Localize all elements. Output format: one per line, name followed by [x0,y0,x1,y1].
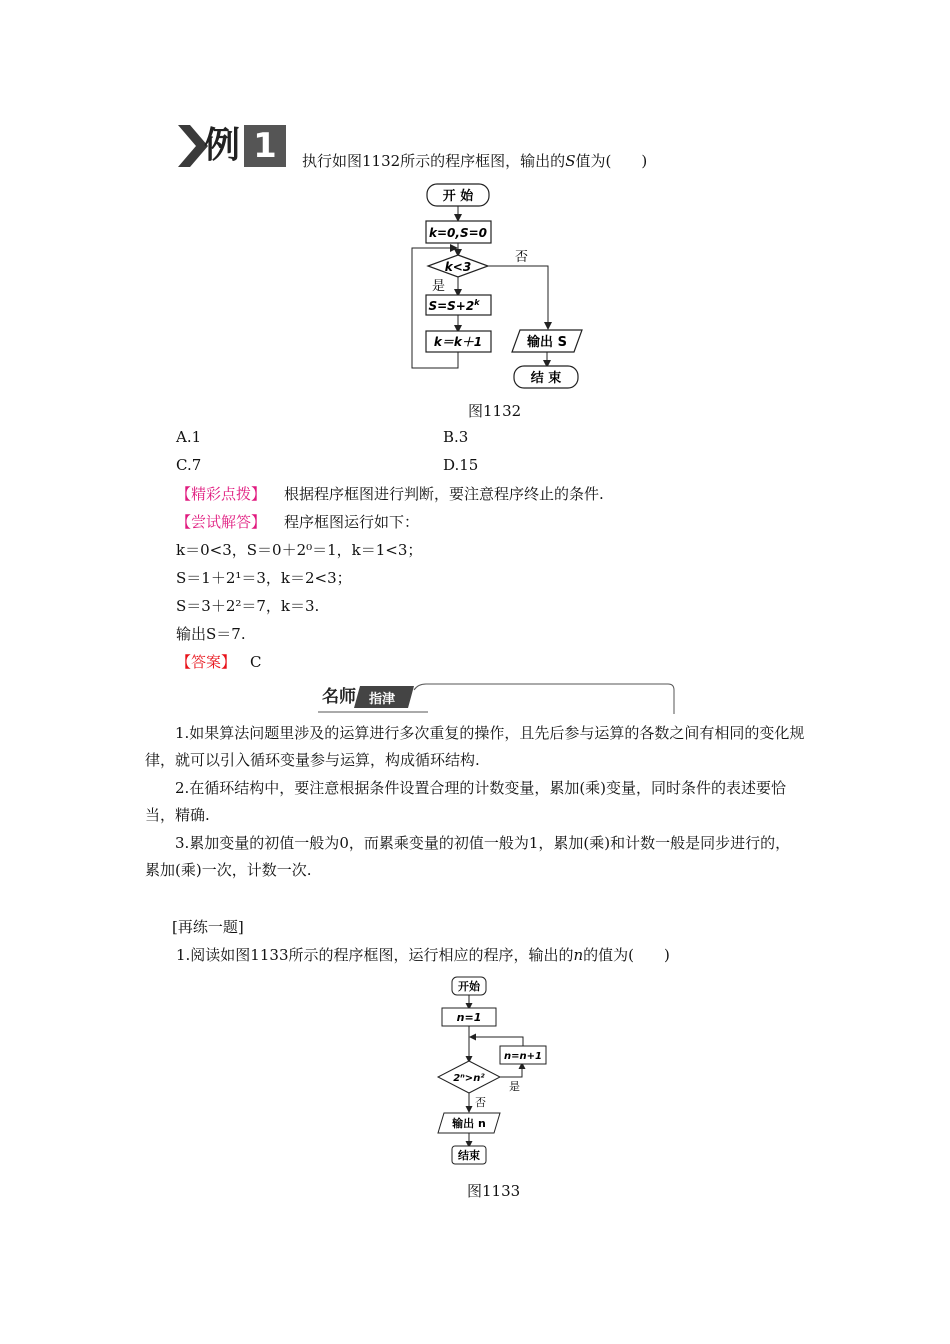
practice-question: 1.阅读如图1133所示的程序框图，运行相应的程序，输出的n的值为( ) [176,946,670,964]
hint-line [176,483,604,504]
flow2-update-text: n=n+1 [504,1051,542,1062]
flow1-update-s-text: $S=S+2^k$ [428,298,480,313]
flow2-end-text: 结束 [458,1149,480,1162]
flow1-init-text: k=0,S=0 [429,226,487,240]
tips-paragraph-2: 2.在循环结构中，要注意根据条件设置合理的计数变量，累加(乘)变量，同时条件的表述要恰当，精确. [145,779,787,824]
figure-caption-1133: 图1133 [467,1182,521,1200]
option-b: B.3 [443,428,469,446]
flow2-output-text: 输出 n [452,1117,486,1130]
flow1-update-k-text: k＝k＋1 [433,335,483,349]
flowchart-1133 [430,973,560,1173]
flow1-end-text: 结 束 [530,371,562,386]
answer-line [176,651,262,672]
practice-header: [再练一题] [172,918,244,936]
flow1-no-label: 否 [515,250,529,265]
figure-caption-1132: 图1132 [468,402,522,420]
flow1-yes-label: 是 [432,279,446,294]
flow2-no-label: 否 [475,1096,486,1109]
tips-title-a: 名师 [322,687,356,707]
tips-header-bar [318,680,680,716]
example-badge-word: 例 [204,125,241,166]
example-question: 执行如图1132所示的程序框图，输出的S值为( ) [302,152,648,170]
hint-label: 【精彩点拨】 [176,485,267,503]
flow1-start-text: 开 始 [442,189,474,204]
example-badge-number: 1 [244,125,286,167]
tips-paragraph-1: 1.如果算法问题里涉及的运算进行多次重复的操作，且先后参与运算的各数之间有相同的变化规律，就可以引入循环变量参与运算，构成循环结构. [145,724,805,769]
flow2-init-text: n=1 [456,1011,482,1024]
try-line [176,511,419,532]
option-c: C.7 [176,456,202,474]
solution-step-1: k＝0<3，S＝0＋2⁰＝1，k＝1<3； [176,541,423,559]
option-a: A.1 [176,428,202,446]
flow2-condition-text: 2ⁿ>n² [453,1073,485,1084]
tips-paragraph-3: 3.累加变量的初值一般为0，而累乘变量的初值一般为1，累加(乘)和计数一般是同步进行的，累加(乘)一次，计数一次. [145,834,791,879]
solution-step-3: S＝3＋2²＝7，k＝3. [176,597,320,615]
answer-value: C [250,653,262,671]
hint-text: 根据程序框图进行判断，要注意程序终止的条件. [284,485,604,503]
answer-label: 【答案】 [176,653,237,671]
flow2-yes-label: 是 [509,1080,520,1093]
try-text: 程序框图运行如下： [284,513,420,531]
flow1-output-text: 输出 S [527,335,567,350]
option-d: D.15 [443,456,479,474]
solution-step-4: 输出S＝7. [176,625,246,643]
try-label: 【尝试解答】 [176,513,267,531]
tips-title-b: 指津 [368,692,396,707]
flowchart-1132 [400,178,600,393]
flow2-start-text: 开始 [458,980,480,993]
solution-step-2: S＝1＋2¹＝3，k＝2<3； [176,569,352,587]
flow1-condition-text: k<3 [444,260,472,274]
